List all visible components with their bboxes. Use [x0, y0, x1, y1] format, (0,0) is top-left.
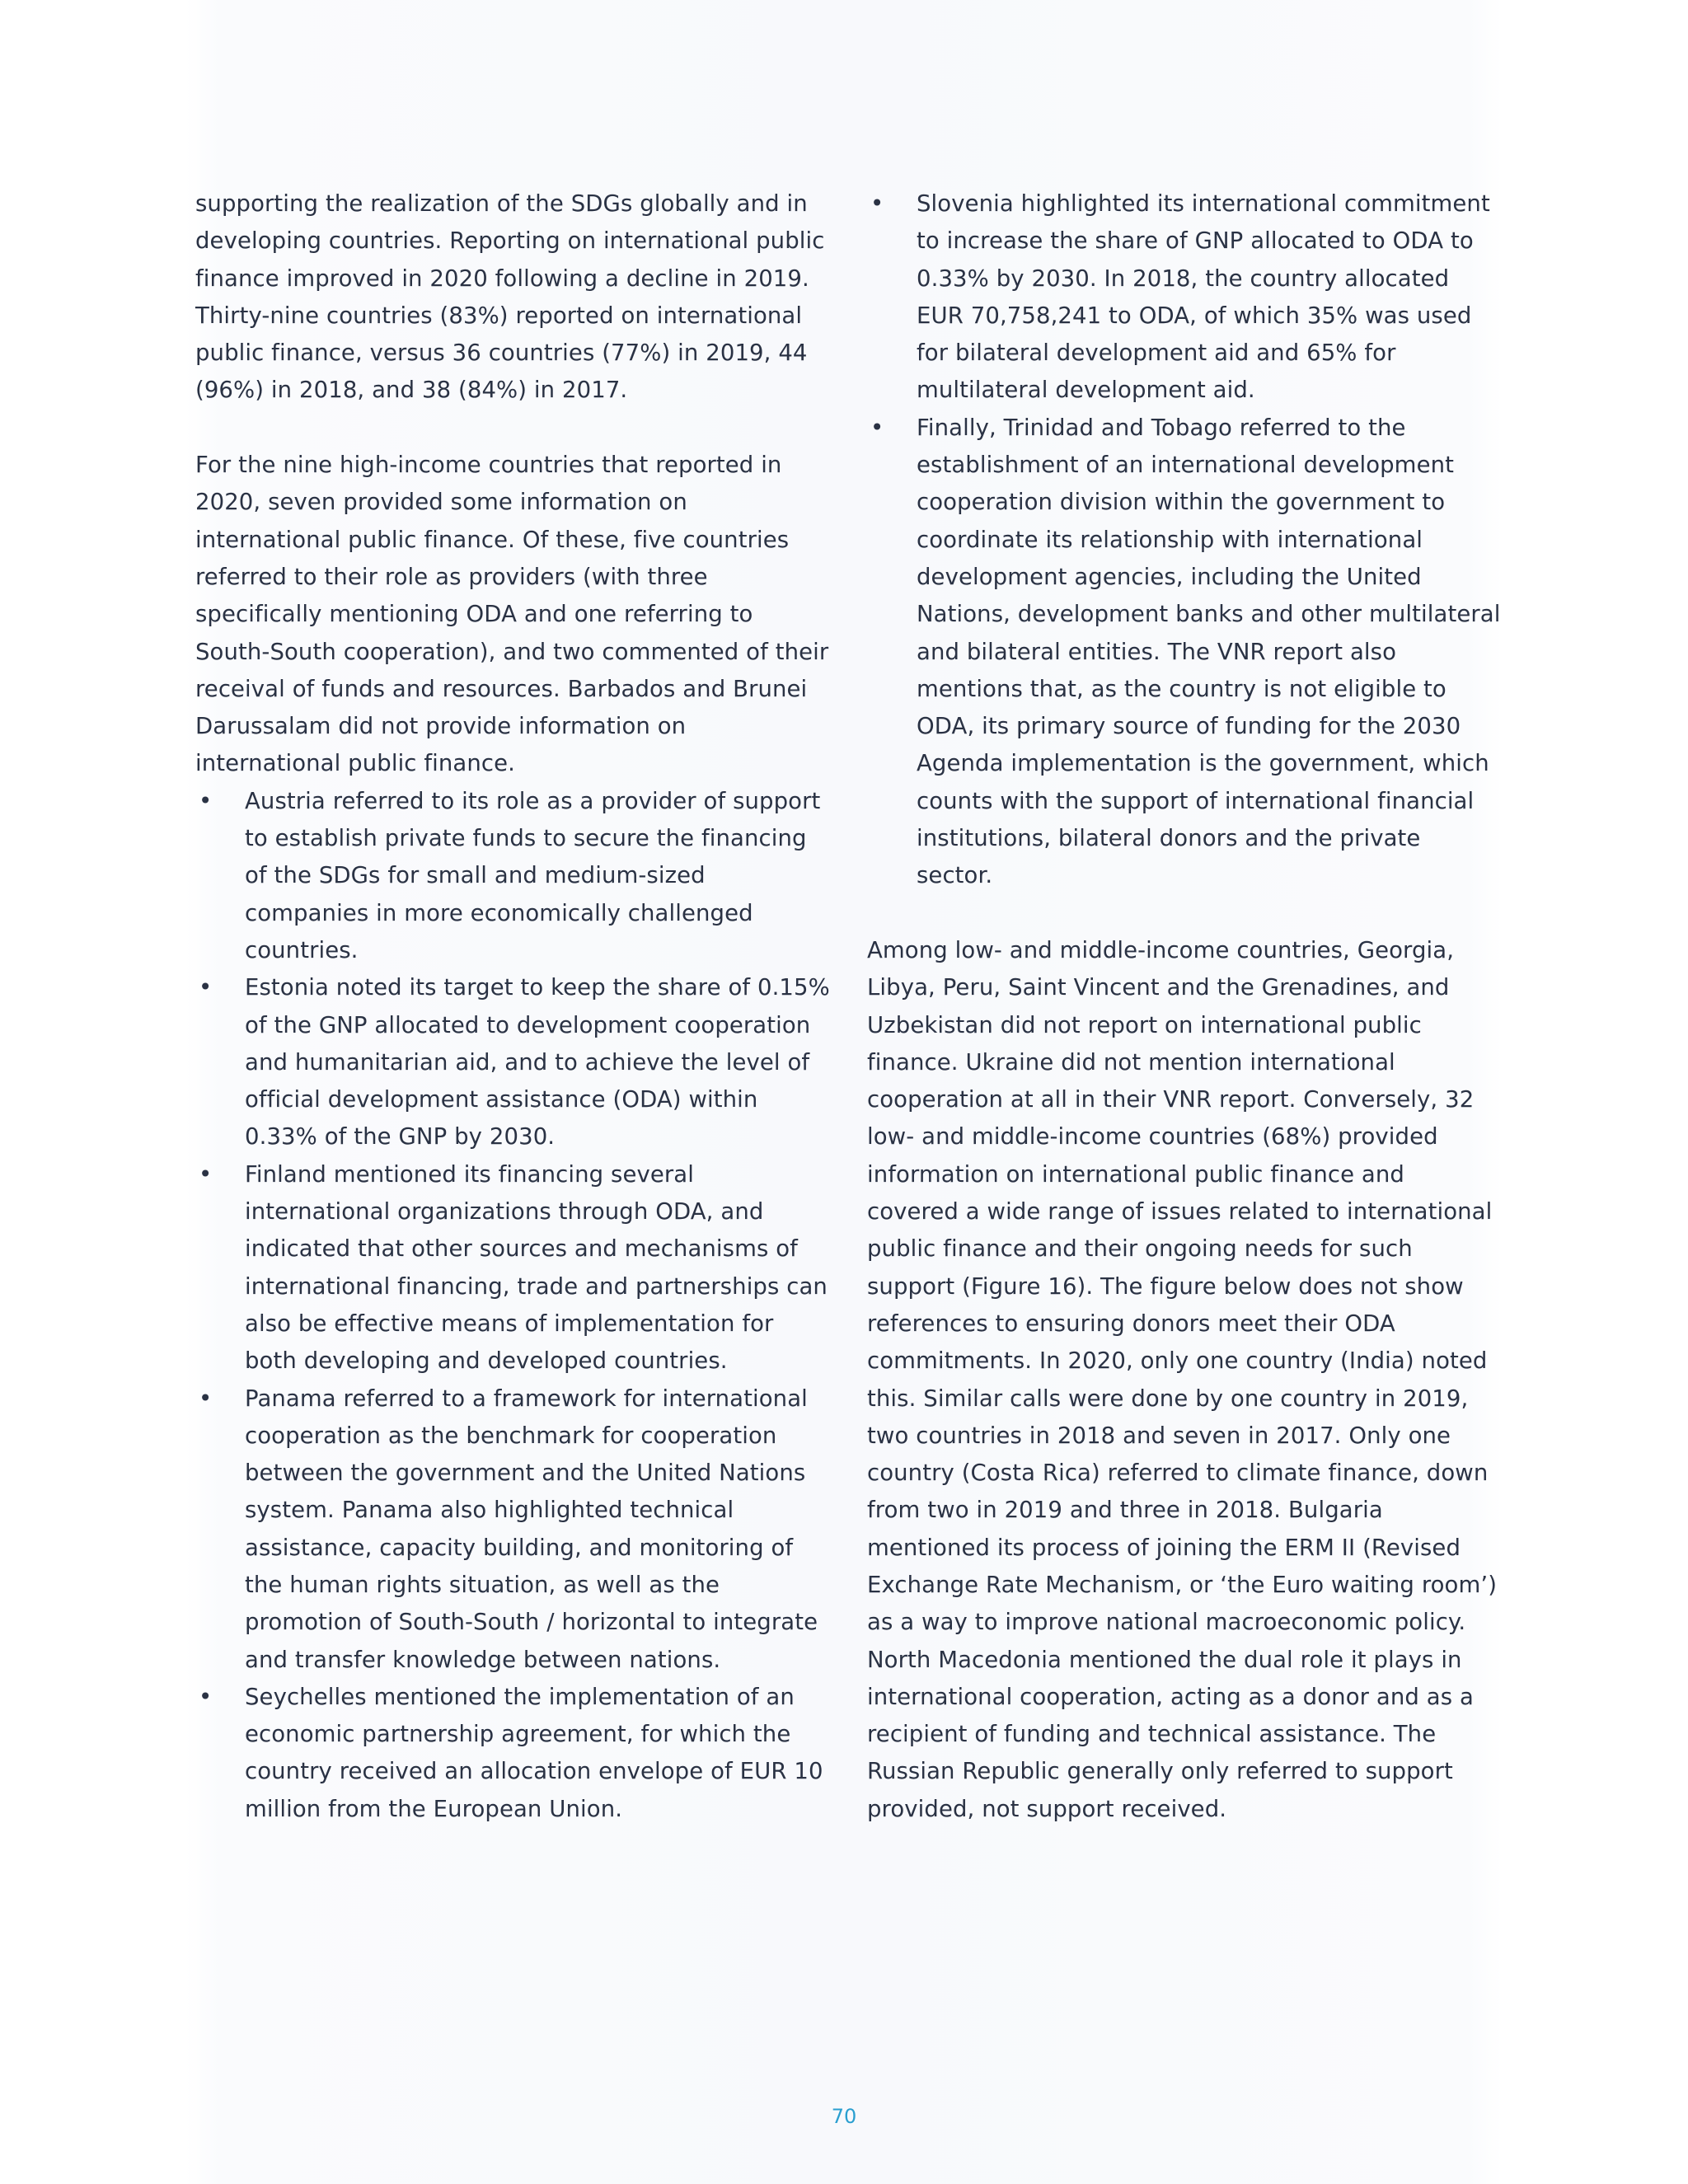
bullet-icon: • — [199, 787, 213, 814]
bullet-icon: • — [870, 414, 884, 441]
bullet-item-panama — [195, 1380, 830, 1679]
bullet-icon: • — [870, 190, 884, 217]
intro-paragraph: supporting the realization of the SDGs globally and in developing countries. Reporting on international public finance improved in 2020 following a decline in 2019. Thirty-nine countries (83%) reported on international public finance, versus 36 countries (77%) in 2019, 44 (96%) in 2018, and 38 (84%) in 2017. — [195, 190, 825, 404]
paragraph-gap — [195, 410, 830, 447]
bullet-item-estonia — [195, 969, 830, 1155]
bullet-icon: • — [199, 974, 213, 1001]
bullet-text: Seychelles mentioned the implementation of an economic partnership agreement, for which the country received an allocation envelope of EUR 10 million from the European Union. — [245, 1683, 823, 1822]
bullet-item-austria — [195, 783, 830, 969]
bullet-item-slovenia — [867, 185, 1502, 410]
bullet-item-seychelles — [195, 1679, 830, 1828]
left-column — [195, 185, 830, 1828]
bullet-icon: • — [199, 1385, 213, 1412]
bullet-text: Finland mentioned its financing several international organizations through ODA, and indicated that other sources and mechanisms of international financing, trade and partnerships can also be effective means of implementation for both developing and developed countries. — [245, 1160, 828, 1375]
bullet-text: Finally, Trinidad and Tobago referred to the establishment of an international development cooperation division within the government to coordinate its relationship with international development agencies, including the United Nations, development banks and other multilateral and bilateral entities. The VNR report also mentions that, as the country is not eligible to ODA, its primary source of funding for the 2030 Agenda implementation is the government, which counts with the support of international financial institutions, bilateral donors and the private sector. — [917, 414, 1501, 889]
paragraph-gap — [867, 895, 1502, 932]
bullet-icon: • — [199, 1160, 213, 1188]
bullet-icon: • — [199, 1683, 213, 1710]
right-column — [867, 185, 1502, 1828]
bullet-text: Austria referred to its role as a provider of support to establish private funds to secure the financing of the SDGs for small and medium-sized companies in more economically challenged countries. — [245, 787, 821, 963]
high-income-bullet-list-continued — [867, 185, 1502, 895]
bullet-item-finland — [195, 1156, 830, 1380]
bullet-text: Slovenia highlighted its international commitment to increase the share of GNP allocated to ODA to 0.33% by 2030. In 2018, the country allocated EUR 70,758,241 to ODA, of which 35% was used for bilateral development aid and 65% for multilateral development aid. — [917, 190, 1490, 404]
bullet-text: Estonia noted its target to keep the share of 0.15% of the GNP allocated to development cooperation and humanitarian aid, and to achieve the level of official development assistance (ODA) within 0.33% of the GNP by 2030. — [245, 974, 830, 1151]
bullet-item-trinidad-and-tobago — [867, 410, 1502, 895]
high-income-bullet-list — [195, 783, 830, 1828]
high-income-paragraph: For the nine high-income countries that reported in 2020, seven provided some information on international public finance. Of these, five countries referred to their role as providers (with three specifically mentioning ODA and one referring to South-South cooperation), and two commented of their receival of funds and resources. Barbados and Brunei Darussalam did not provide information on international public finance. — [195, 452, 829, 777]
bullet-text: Panama referred to a framework for international cooperation as the benchmark for cooperation between the government and the United Nations system. Panama also highlighted technical assistance, capacity building, and monitoring of the human rights situation, as well as the promotion of South-South / horizontal to integrate and transfer knowledge between nations. — [245, 1385, 818, 1673]
low-middle-income-paragraph: Among low- and middle-income countries, Georgia, Libya, Peru, Saint Vincent and the Grenadines, and Uzbekistan did not report on international public finance. Ukraine did not mention international cooperation at all in their VNR report. Conversely, 32 low- and middle-income countries (68%) provided information on international public finance and covered a wide range of issues related to international public finance and their ongoing needs for such support (Figure 16). The figure below does not show references to ensuring donors meet their ODA commitments. In 2020, only one country (India) noted this. Similar calls were done by one country in 2019, two countries in 2018 and seven in 2017. Only one country (Costa Rica) referred to climate finance, down from two in 2019 and three in 2018. Bulgaria mentioned its process of joining the ERM II (Revised Exchange Rate Mechanism, or ‘the Euro waiting room’) as a way to improve national macroeconomic policy. North Macedonia mentioned the dual role it plays in international cooperation, acting as a donor and as a recipient of funding and technical assistance. The Russian Republic generally only referred to support provided, not support received. — [867, 936, 1498, 1822]
page-number: 70 — [831, 2105, 857, 2128]
